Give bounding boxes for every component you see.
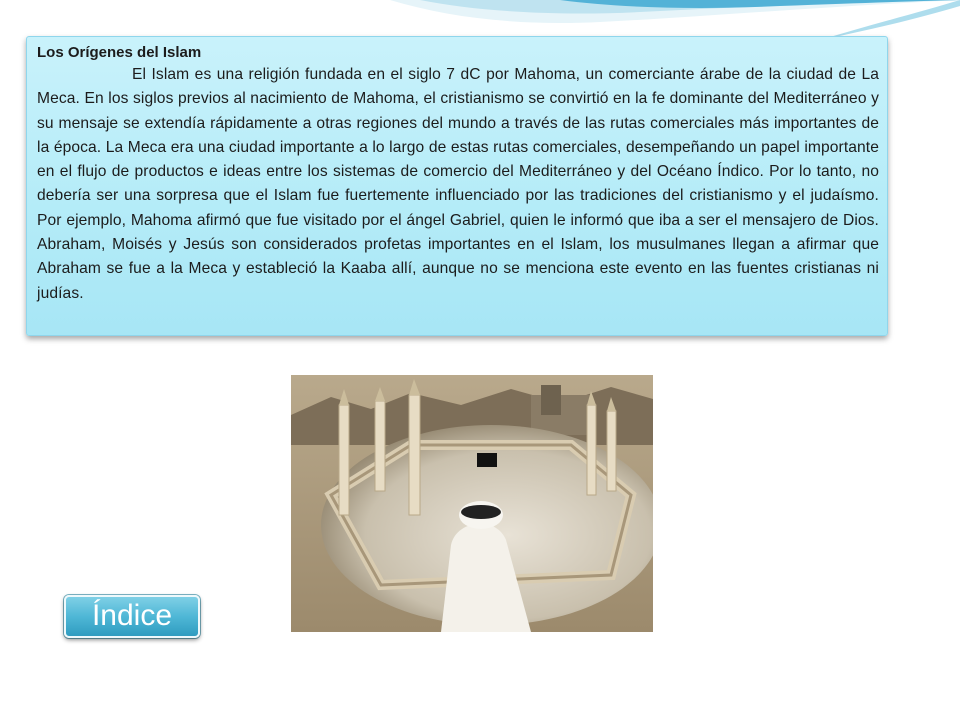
slide-title: Los Orígenes del Islam: [37, 44, 202, 61]
kaaba-mecca-photo: [291, 375, 653, 632]
content-text-box: [26, 36, 888, 336]
slide-body-text: El Islam es una religión fundada en el siglo 7 dC por Mahoma, un comerciante árabe de la ciudad de La Meca. En los siglos previos al nacimiento de Mahoma, el cristianismo se convirtió en la fe dominante del Mediterráneo y su mensaje se extendía rápidamente a otras regiones del mundo a través de las rutas comerciales más importantes de la época. La Meca era una ciudad importante a lo largo de estas rutas comerciales, desempeñando un papel importante en el flujo de productos e ideas entre los sistemas de comercio del Mediterráneo y del Océano Índico. Por lo tanto, no debería ser una sorpresa que el Islam fue fuertemente influenciado por las tradiciones del cristianismo y el judaísmo. Por ejemplo, Mahoma afirmó que fue visitado por el ángel Gabriel, quien le informó que iba a ser el mensajero de Dios. Abraham, Moisés y Jesús son considerados profetas importantes en el Islam, los musulmanes llegan a afirmar que Abraham se fue a la Meca y estableció la Kaaba allí, aunque no se menciona este evento en las fuentes cristianas ni judías.: [37, 66, 879, 302]
index-button[interactable]: Índice: [64, 595, 200, 638]
